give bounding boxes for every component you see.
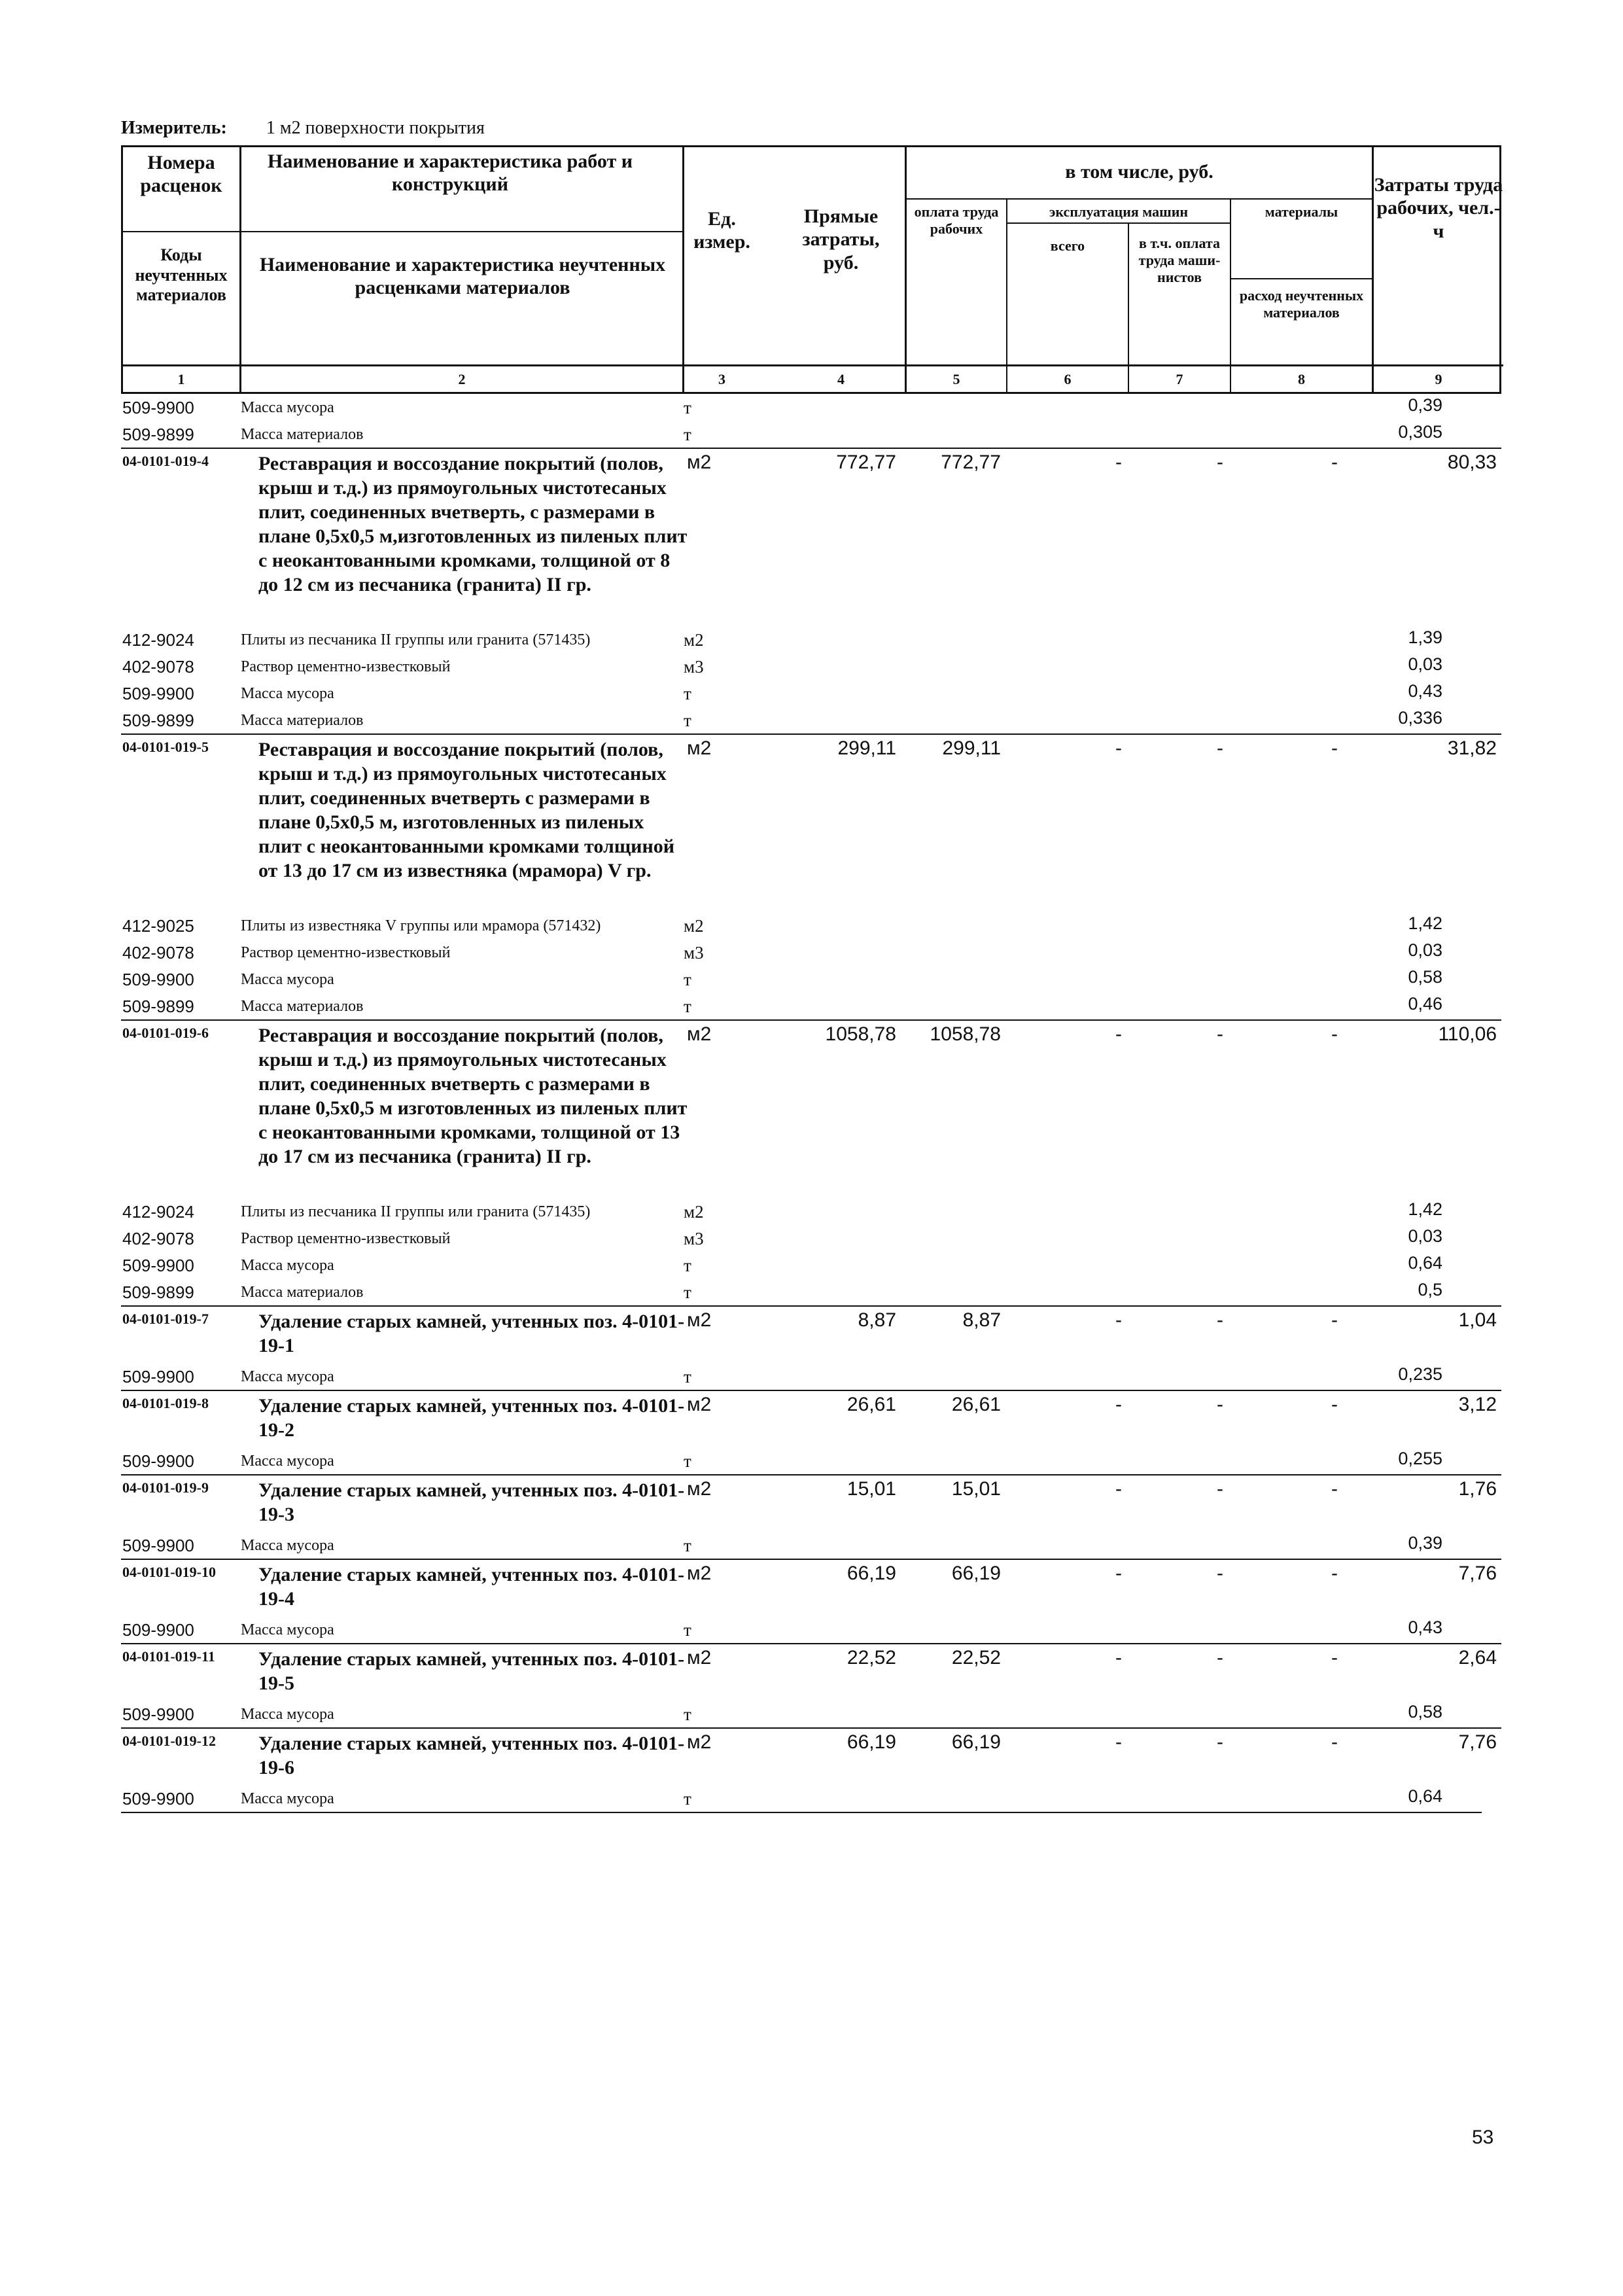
col-num-5: 5 [952,371,960,387]
header-material-name: Наименование и характеристика неучтенных расценками материалов [259,254,666,299]
material-row [121,680,1501,707]
cell-direct: 66,19 [846,1563,896,1584]
cell-unit: м2 [687,1394,712,1415]
cell-name: Плиты из известняка V группы или мрамора (571432) [241,917,601,934]
cell-mat: - [1331,1394,1338,1415]
cell-mat: - [1331,1309,1338,1331]
cell-name: Масса мусора [241,685,334,702]
price-row [121,1727,1501,1785]
cell-m_wage: - [1217,1478,1223,1500]
header-material-usage: расход неучтенных материалов [1239,287,1364,321]
header-work-name: Наименование и характеристика работ и конструкций [268,150,633,196]
measure-line [121,118,485,139]
cell-mat: - [1331,1647,1338,1669]
cell-direct: 22,52 [846,1647,896,1669]
col-num-2: 2 [458,371,466,387]
cell-unit: т [684,398,691,417]
header-wage: оплата труда рабочих [914,203,999,237]
cell-unit: т [684,1451,691,1471]
col-num-4: 4 [837,371,845,387]
cell-m_wage: - [1217,1731,1223,1753]
cell-wage: 26,61 [951,1394,1001,1415]
cell-name: Масса мусора [241,1537,334,1554]
cell-name: Масса мусора [241,1706,334,1723]
header-unit: Ед. измер. [693,208,750,253]
cell-code: 509-9900 [122,1451,194,1471]
cell-unit: т [684,970,691,989]
cell-labor: 1,76 [1458,1478,1497,1500]
cell-mat: 0,46 [1408,994,1442,1014]
cell-code: 509-9900 [122,1704,194,1724]
cell-code: 509-9899 [122,997,194,1016]
material-row [121,421,1501,448]
cell-labor: 7,76 [1458,1731,1497,1753]
cell-mat: - [1331,737,1338,759]
col-num-6: 6 [1064,371,1072,387]
cell-direct: 8,87 [858,1309,896,1331]
price-row [121,1305,1501,1363]
cell-code: 04-0101-019-6 [122,1025,209,1041]
header-direct: Прямые затраты, руб. [802,205,880,274]
col-num-8: 8 [1298,371,1305,387]
cell-mat: 0,58 [1408,967,1442,987]
material-row [121,1198,1501,1225]
cell-unit: м2 [687,1647,712,1669]
cell-m_wage: - [1217,1647,1223,1669]
cell-code: 509-9899 [122,1282,194,1302]
cell-code: 509-9900 [122,1367,194,1386]
cell-m_all: - [1115,1563,1122,1584]
cell-name: Реставрация и воссоздание покрытий (полов, крыш и т.д.) из прямоугольных чистотесаных плит, соединенных вчетверть с размерами в плане 0,5х0,5 м изготовленных из пиленых плит с неокантованными кромками, толщиной от 13 до 17 см из песчаника (гранита) II гр. [258,1025,688,1167]
cell-m_wage: - [1217,451,1223,473]
cell-mat: 0,03 [1408,1226,1442,1246]
cell-unit: м3 [684,1229,704,1248]
cell-labor: 1,04 [1458,1309,1497,1331]
cell-code: 04-0101-019-4 [122,453,209,469]
cell-code: 509-9900 [122,1256,194,1275]
cell-mat: 0,39 [1408,395,1442,415]
cell-name: Удаление старых камней, учтенных поз. 4-0101-19-5 [258,1648,685,1694]
cell-mat: - [1331,451,1338,473]
cell-mat: 0,43 [1408,1617,1442,1637]
cell-code: 04-0101-019-5 [122,739,209,755]
table-end-rule [121,1812,1482,1813]
material-row [121,394,1501,421]
material-row [121,707,1501,733]
cell-unit: м3 [684,657,704,677]
cell-code: 04-0101-019-11 [122,1648,215,1665]
cell-wage: 1058,78 [930,1023,1001,1045]
page-number: 53 [1472,2127,1494,2148]
material-row [121,1279,1501,1305]
cell-unit: м2 [687,451,712,473]
cell-labor: 2,64 [1458,1647,1497,1669]
cell-name: Масса мусора [241,399,334,416]
table-body [121,394,1501,1813]
price-row [121,448,1501,626]
cell-name: Раствор цементно-известковый [241,658,451,675]
cell-wage: 15,01 [951,1478,1001,1500]
material-row [121,626,1501,653]
cell-name: Удаление старых камней, учтенных поз. 4-0101-19-6 [258,1733,685,1778]
material-row [121,1701,1501,1727]
cell-code: 04-0101-019-8 [122,1395,209,1411]
cell-code: 412-9024 [122,630,194,650]
cell-mat: 1,42 [1408,913,1442,933]
cell-mat: - [1331,1731,1338,1753]
material-row [121,1252,1501,1279]
cell-wage: 66,19 [951,1563,1001,1584]
col-num-3: 3 [718,371,725,387]
cell-direct: 26,61 [846,1394,896,1415]
cell-m_all: - [1115,1478,1122,1500]
cell-m_all: - [1115,1647,1122,1669]
cell-name: Удаление старых камней, учтенных поз. 4-0101-19-1 [258,1311,685,1356]
cell-labor: 31,82 [1447,737,1497,759]
cell-mat: 0,336 [1398,708,1442,728]
cell-name: Удаление старых камней, учтенных поз. 4-0101-19-3 [258,1479,685,1525]
cell-name: Удаление старых камней, учтенных поз. 4-0101-19-2 [258,1395,685,1441]
cell-code: 509-9900 [122,970,194,989]
cell-name: Плиты из песчаника II группы или гранита (571435) [241,631,591,648]
cell-unit: т [684,1536,691,1555]
cell-m_all: - [1115,451,1122,473]
cell-name: Раствор цементно-известковый [241,944,451,961]
cell-name: Масса мусора [241,1257,334,1274]
cell-m_all: - [1115,1023,1122,1045]
cell-m_wage: - [1217,1563,1223,1584]
price-row [121,1019,1501,1198]
material-row [121,653,1501,680]
cell-name: Масса мусора [241,1790,334,1807]
cell-code: 04-0101-019-10 [122,1564,216,1580]
header-machinist-wage: в т.ч. оплата труда маши-нистов [1138,235,1221,285]
cell-mat: 0,5 [1418,1280,1442,1299]
cell-mat: 0,43 [1408,681,1442,701]
cell-unit: м2 [684,1202,704,1222]
cell-code: 412-9025 [122,916,194,936]
cell-name: Масса материалов [241,1284,364,1301]
cell-mat: 0,39 [1408,1533,1442,1553]
cell-mat: 0,58 [1408,1702,1442,1722]
cell-code: 509-9900 [122,1620,194,1640]
cell-direct: 772,77 [836,451,896,473]
cell-unit: т [684,684,691,703]
cell-code: 04-0101-019-9 [122,1479,209,1496]
cell-name: Масса мусора [241,1621,334,1638]
cell-name: Плиты из песчаника II группы или гранита (571435) [241,1203,591,1220]
price-row [121,1643,1501,1701]
cell-m_all: - [1115,1394,1122,1415]
cell-m_wage: - [1217,1309,1223,1331]
header-machines: эксплуатация машин [1049,203,1189,220]
price-row [121,1474,1501,1532]
price-row [121,1559,1501,1616]
header-labor: Затраты труда рабочих, чел.-ч [1374,174,1503,242]
price-row [121,733,1501,912]
cell-unit: т [684,1367,691,1386]
cell-code: 04-0101-019-12 [122,1733,216,1749]
material-row [121,1785,1501,1812]
measure-label: Измеритель: [121,118,227,138]
cell-direct: 1058,78 [825,1023,896,1045]
header-material-code: Коды неучтенных материалов [135,245,228,305]
cell-name: Удаление старых камней, учтенных поз. 4-0101-19-4 [258,1564,685,1610]
cell-labor: 110,06 [1438,1023,1497,1045]
cell-labor: 7,76 [1458,1563,1497,1584]
cell-mat: - [1331,1563,1338,1584]
material-row [121,1447,1501,1474]
cell-unit: т [684,1256,691,1275]
cell-mat: 0,235 [1398,1364,1442,1384]
cell-mat: - [1331,1023,1338,1045]
material-row [121,912,1501,939]
header-machines-all: всего [1050,238,1085,254]
cell-unit: т [684,711,691,730]
cell-unit: т [684,1704,691,1724]
cell-code: 402-9078 [122,1229,194,1248]
cell-unit: т [684,1789,691,1809]
cell-mat: 1,42 [1408,1199,1442,1219]
cell-unit: м2 [687,1309,712,1331]
col-num-7: 7 [1176,371,1183,387]
cell-unit: т [684,1620,691,1640]
cell-wage: 8,87 [962,1309,1001,1331]
cell-name: Масса материалов [241,426,364,443]
cell-code: 509-9900 [122,1789,194,1809]
col-num-9: 9 [1435,371,1442,387]
material-row [121,1532,1501,1559]
cell-name: Реставрация и воссоздание покрытий (полов, крыш и т.д.) из прямоугольных чистотесаных плит, соединенных вчетверть, с размерами в плане 0,5х0,5 м,изготовленных из пиленых плит с неокантованными кромками, толщиной от 8 до 12 см из песчаника (гранита) II гр. [258,453,688,595]
table-header [121,145,1501,394]
col-num-1: 1 [177,371,185,387]
cell-mat: 0,03 [1408,654,1442,674]
cell-unit: м2 [687,1478,712,1500]
cell-code: 509-9900 [122,684,194,703]
cell-code: 402-9078 [122,943,194,963]
cell-unit: т [684,997,691,1016]
cell-wage: 22,52 [951,1647,1001,1669]
cell-unit: т [684,425,691,444]
cell-name: Масса мусора [241,1368,334,1385]
cell-m_all: - [1115,737,1122,759]
header-group: в том числе, руб. [1065,161,1213,183]
measure-value: 1 м2 поверхности покрытия [266,118,485,138]
cell-code: 509-9899 [122,711,194,730]
cell-unit: м2 [687,1023,712,1045]
cell-code: 412-9024 [122,1202,194,1222]
cell-labor: 3,12 [1458,1394,1497,1415]
cell-wage: 66,19 [951,1731,1001,1753]
cell-unit: м2 [687,737,712,759]
cell-direct: 66,19 [846,1731,896,1753]
cell-unit: м2 [684,630,704,650]
material-row [121,1616,1501,1643]
cell-mat: - [1331,1478,1338,1500]
cell-m_wage: - [1217,1023,1223,1045]
material-row [121,1225,1501,1252]
cell-m_all: - [1115,1731,1122,1753]
cell-mat: 0,64 [1408,1786,1442,1806]
cell-mat: 1,39 [1408,627,1442,647]
cell-mat: 0,64 [1408,1253,1442,1273]
cell-m_wage: - [1217,737,1223,759]
material-row [121,939,1501,966]
cell-wage: 772,77 [941,451,1001,473]
cell-mat: 0,305 [1398,422,1442,442]
cell-unit: м3 [684,943,704,963]
cell-unit: м2 [684,916,704,936]
cell-labor: 80,33 [1447,451,1497,473]
cell-code: 509-9900 [122,1536,194,1555]
cell-unit: м2 [687,1563,712,1584]
cell-wage: 299,11 [942,737,1001,759]
cell-code: 509-9900 [122,398,194,417]
cell-unit: т [684,1282,691,1302]
material-row [121,993,1501,1019]
cell-mat: 0,03 [1408,940,1442,960]
cell-name: Масса материалов [241,998,364,1015]
cell-code: 04-0101-019-7 [122,1311,209,1327]
cell-code: 509-9899 [122,425,194,444]
cell-m_wage: - [1217,1394,1223,1415]
price-row [121,1390,1501,1447]
cell-name: Масса мусора [241,971,334,988]
cell-mat: 0,255 [1398,1449,1442,1468]
header-materials: материалы [1265,203,1338,220]
cell-code: 402-9078 [122,657,194,677]
cell-name: Масса материалов [241,712,364,729]
cell-direct: 299,11 [837,737,896,759]
cell-direct: 15,01 [846,1478,896,1500]
header-code: Номера расценок [140,152,222,197]
cell-m_all: - [1115,1309,1122,1331]
material-row [121,966,1501,993]
material-row [121,1363,1501,1390]
cell-name: Реставрация и воссоздание покрытий (полов, крыш и т.д.) из прямоугольных чистотесаных плит, соединенных вчетверть с размерами в плане 0,5х0,5 м, изготовленных из пиленых плит с неокантованными кромками толщиной от 13 до 17 см из известняка (мрамора) V гр. [258,739,675,881]
cell-name: Масса мусора [241,1453,334,1470]
cell-name: Раствор цементно-известковый [241,1230,451,1247]
cell-unit: м2 [687,1731,712,1753]
